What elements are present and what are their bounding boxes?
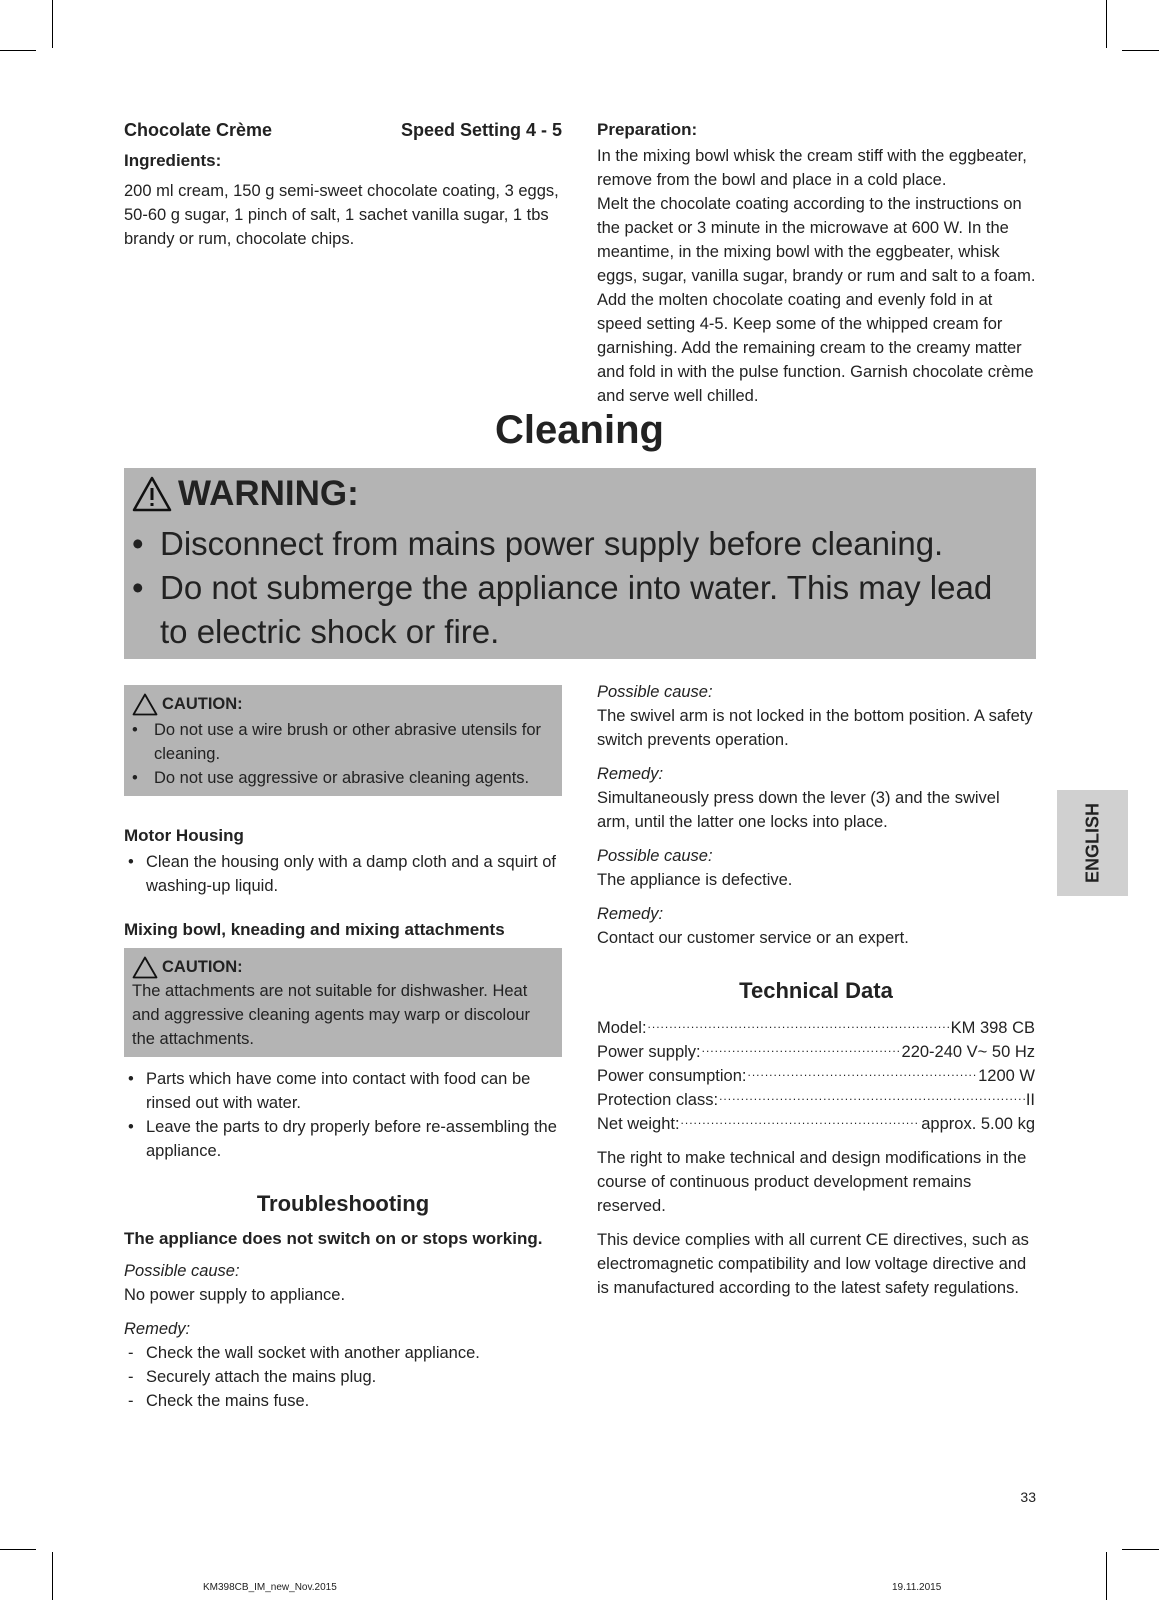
tech-row: Model: ..... KM 398 CB xyxy=(597,1016,1035,1040)
warning-list xyxy=(130,522,1026,654)
motor-item: • Clean the housing only with a damp cloth and a squirt of washing-up liquid. xyxy=(128,853,557,895)
crop-mark xyxy=(1106,0,1107,48)
bowl-item: • Leave the parts to dry properly before re-assembling the appliance. xyxy=(128,1118,557,1160)
caution-label: CAUTION: xyxy=(162,958,243,976)
warning-icon xyxy=(132,476,172,512)
page-number: 33 xyxy=(1020,1489,1036,1505)
caution-icon xyxy=(132,956,158,979)
crop-mark xyxy=(52,0,53,48)
crop-mark xyxy=(1122,50,1159,51)
warning-header xyxy=(132,474,359,514)
warning-box xyxy=(124,468,1036,659)
bowl-title: Mixing bowl, kneading and mixing attachments xyxy=(124,920,505,939)
cause-label: Possible cause: xyxy=(124,1262,240,1280)
tech-table xyxy=(597,1016,1035,1136)
caution-item: • Do not use a wire brush or other abrasive utensils for cleaning. xyxy=(132,721,542,763)
cause-label: Possible cause: xyxy=(597,683,713,701)
caution-box-1 xyxy=(124,685,562,796)
tech-row: Power consumption: ..... 1200 W xyxy=(597,1064,1035,1088)
motor-housing-title: Motor Housing xyxy=(124,826,244,845)
recipe-title: Chocolate Crème xyxy=(124,120,273,140)
cause-text: The appliance is defective. xyxy=(597,871,793,889)
cleaning-title: Cleaning xyxy=(495,408,664,452)
cause-label: Possible cause: xyxy=(597,847,713,865)
recipe-right xyxy=(597,120,1037,408)
caution-header xyxy=(132,693,554,716)
caution-icon xyxy=(132,693,158,716)
tech-row: Power supply: ..... 220-240 V~ 50 Hz xyxy=(597,1040,1035,1064)
language-tab-label: ENGLISH xyxy=(1082,802,1102,884)
cause-text: No power supply to appliance. xyxy=(124,1286,346,1304)
crop-mark xyxy=(1106,1552,1107,1600)
tech-row: Net weight: ..... approx. 5.00 kg xyxy=(597,1112,1035,1136)
remedy-item: - Check the mains fuse. xyxy=(128,1392,310,1410)
caution-box-2 xyxy=(124,948,562,1057)
right-column xyxy=(597,680,1035,1300)
caution-text: The attachments are not suitable for dishwasher. Heat and aggressive cleaning agents may warp or discolour the attachments. xyxy=(132,982,531,1048)
crop-mark xyxy=(1122,1549,1159,1550)
warning-item: • Disconnect from mains power supply before cleaning. xyxy=(132,525,944,562)
ingredients-label: Ingredients: xyxy=(124,151,222,170)
troubleshooting-title: Troubleshooting xyxy=(256,1191,430,1216)
preparation-text-1: In the mixing bowl whisk the cream stiff with the eggbeater, remove from the bowl and place in a cold place. xyxy=(597,147,1027,189)
technical-data-title: Technical Data xyxy=(739,978,893,1003)
caution-label: CAUTION: xyxy=(162,695,243,713)
recipe-left xyxy=(124,120,562,251)
remedy-label: Remedy: xyxy=(597,765,664,783)
remedy-item: - Securely attach the mains plug. xyxy=(128,1368,377,1386)
crop-mark xyxy=(52,1552,53,1600)
problem-heading: The appliance does not switch on or stops working. xyxy=(124,1229,543,1248)
preparation-label: Preparation: xyxy=(597,120,698,139)
recipe-header xyxy=(124,120,562,141)
remedy-text: Contact our customer service or an expert. xyxy=(597,929,909,947)
footer-file: KM398CB_IM_new_Nov.2015 xyxy=(203,1582,337,1593)
tech-note: The right to make technical and design modifications in the course of continuous product development remains reserved. xyxy=(597,1149,1027,1215)
caution-list xyxy=(132,718,554,790)
crop-mark xyxy=(0,50,36,51)
warning-label: WARNING: xyxy=(178,474,359,513)
remedy-text: Simultaneously press down the lever (3) and the swivel arm, until the latter one locks into place. xyxy=(597,789,1000,831)
cause-text: The swivel arm is not locked in the bottom position. A safety switch prevents operation. xyxy=(597,707,1033,749)
remedy-label: Remedy: xyxy=(597,905,664,923)
preparation-text-2: Melt the chocolate coating according to the instructions on the packet or 3 minute in the microwave at 600 W. In the meantime, in the mixing bowl with the eggbeater, whisk eggs, sugar, vanilla sugar, brandy or rum and salt to a foam. Add the molten chocolate coating and evenly fold in at speed setting 4-5. Keep some of the whipped cream for garnishing. Add the remaining cream to the creamy matter and fold in with the pulse function. Garnish chocolate crème and serve well chilled. xyxy=(597,195,1036,405)
remedy-item: - Check the wall socket with another appliance. xyxy=(128,1344,480,1362)
footer-date: 19.11.2015 xyxy=(892,1582,942,1593)
tech-row: Protection class: ..... II xyxy=(597,1088,1035,1112)
ingredients-text: 200 ml cream, 150 g semi-sweet chocolate coating, 3 eggs, 50-60 g sugar, 1 pinch of salt, 1 sachet vanilla sugar, 1 tbs brandy or rum, chocolate chips. xyxy=(124,182,559,248)
speed-setting: Speed Setting 4 - 5 xyxy=(400,120,562,140)
language-tab xyxy=(1057,790,1128,896)
remedy-list xyxy=(124,1341,562,1413)
bowl-list xyxy=(124,1067,562,1163)
motor-list xyxy=(124,850,562,898)
caution-header xyxy=(132,956,554,979)
crop-mark xyxy=(0,1549,36,1550)
bowl-item: • Parts which have come into contact with food can be rinsed out with water. xyxy=(128,1070,531,1112)
caution-item: • Do not use aggressive or abrasive cleaning agents. xyxy=(132,769,530,787)
warning-item: • Do not submerge the appliance into water. This may lead to electric shock or fire. xyxy=(132,569,993,650)
remedy-label: Remedy: xyxy=(124,1320,191,1338)
left-column xyxy=(124,685,562,1413)
tech-note: This device complies with all current CE directives, such as electromagnetic compatibility and low voltage directive and is manufactured according to the latest safety regulations. xyxy=(597,1231,1029,1297)
